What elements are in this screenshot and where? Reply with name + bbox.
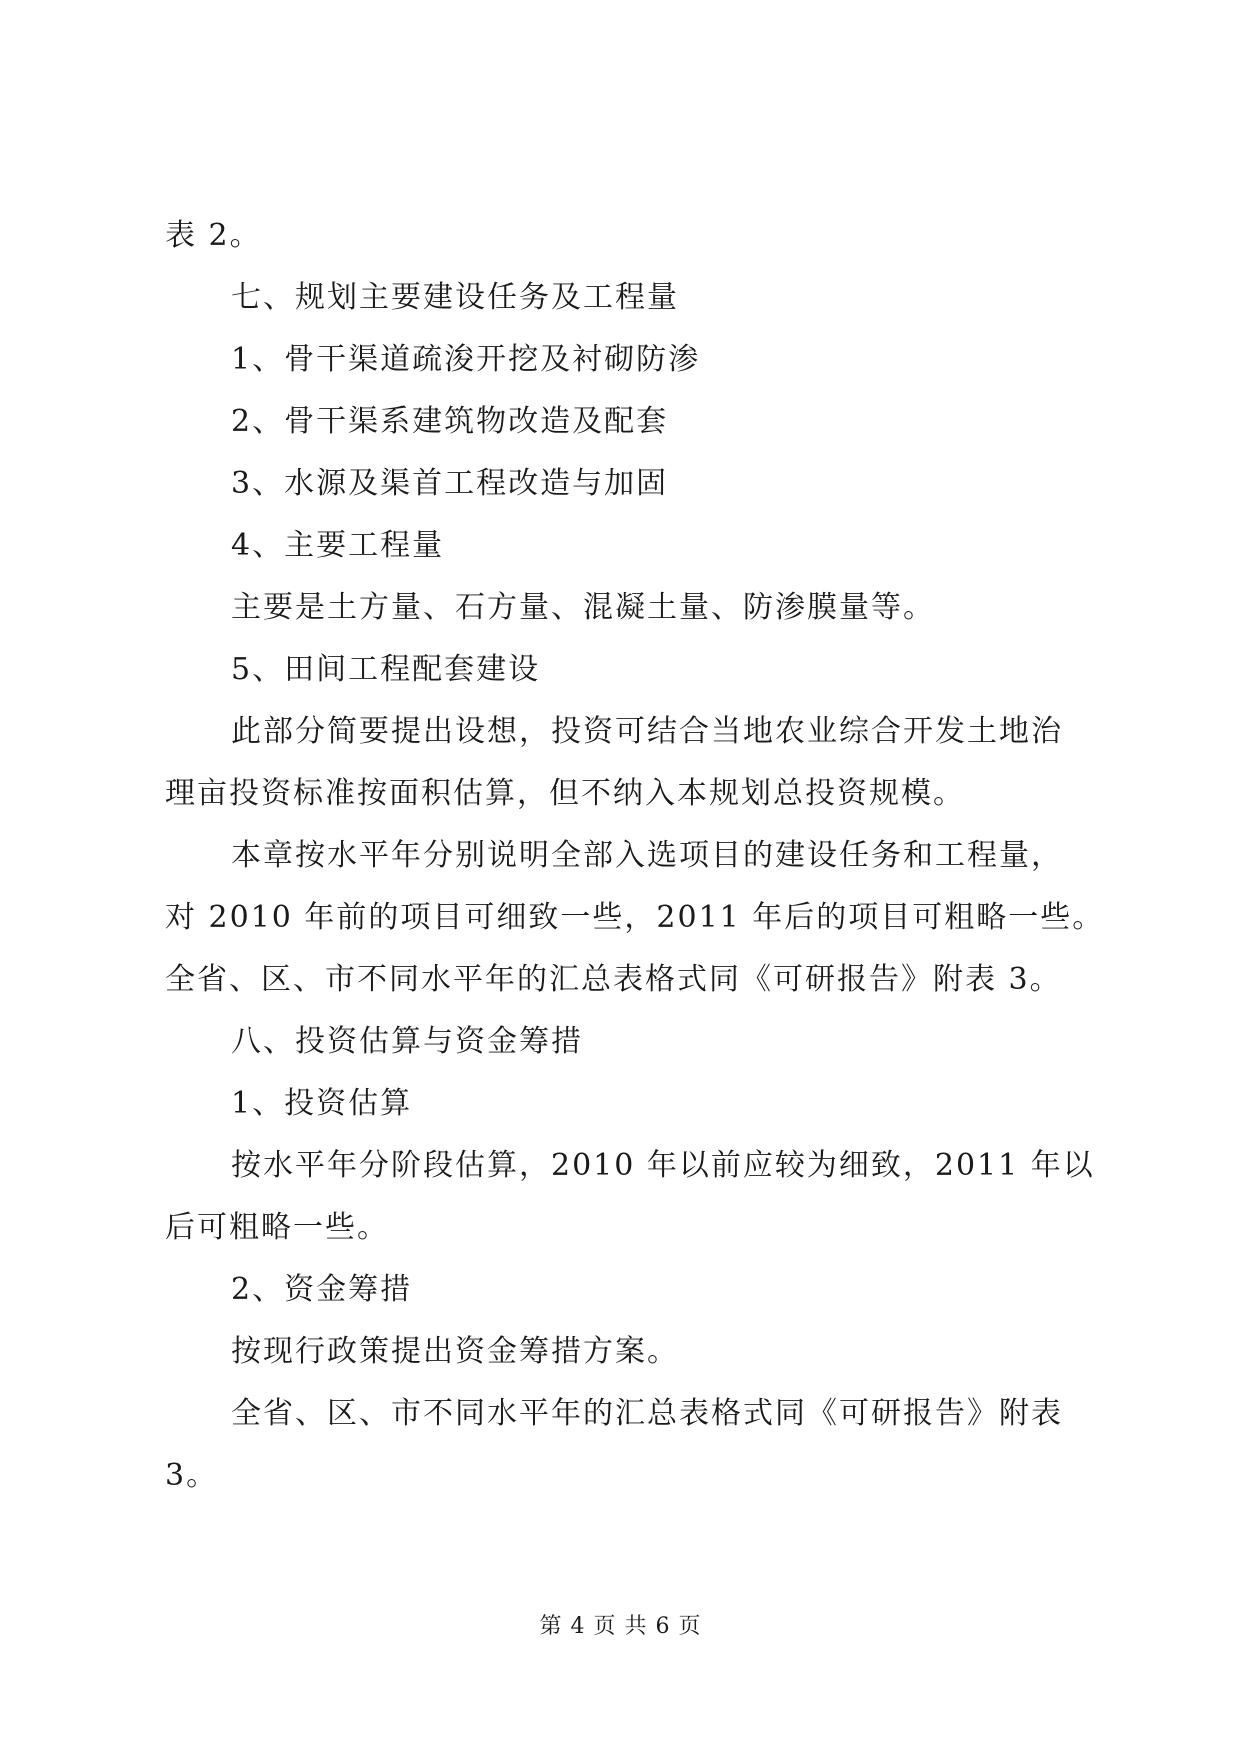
text-line: 2、资金筹措	[231, 1272, 413, 1307]
text-line: 5、田间工程配套建设	[231, 652, 541, 687]
text-line: 全省、区、市不同水平年的汇总表格式同《可研报告》附表 3。	[165, 962, 1062, 997]
text-line: 按水平年分阶段估算，2010 年以前应较为细致，2011 年以	[231, 1148, 1095, 1183]
text-line: 按现行政策提出资金筹措方案。	[231, 1334, 679, 1369]
text-line: 全省、区、市不同水平年的汇总表格式同《可研报告》附表	[231, 1396, 1063, 1431]
text-line: 八、投资估算与资金筹措	[231, 1024, 583, 1059]
text-line: 3、水源及渠首工程改造与加固	[231, 466, 669, 501]
text-line: 主要是土方量、石方量、混凝土量、防渗膜量等。	[231, 590, 935, 625]
text-line: 1、骨干渠道疏浚开挖及衬砌防渗	[231, 342, 701, 377]
text-line: 后可粗略一些。	[165, 1210, 389, 1245]
text-line: 本章按水平年分别说明全部入选项目的建设任务和工程量，	[231, 838, 1063, 873]
page-footer: 第 4 页 共 6 页	[539, 1614, 702, 1639]
text-line: 表 2。	[165, 218, 262, 253]
text-line: 3。	[165, 1458, 219, 1493]
text-line: 4、主要工程量	[231, 528, 445, 563]
text-line: 理亩投资标准按面积估算，但不纳入本规划总投资规模。	[165, 776, 965, 811]
document-body	[165, 205, 1105, 1507]
text-line: 对 2010 年前的项目可细致一些，2011 年后的项目可粗略一些。	[165, 900, 1105, 935]
text-line: 七、规划主要建设任务及工程量	[231, 280, 679, 315]
text-line: 2、骨干渠系建筑物改造及配套	[231, 404, 669, 439]
text-line: 此部分简要提出设想，投资可结合当地农业综合开发土地治	[231, 714, 1063, 749]
text-line: 1、投资估算	[231, 1086, 413, 1121]
